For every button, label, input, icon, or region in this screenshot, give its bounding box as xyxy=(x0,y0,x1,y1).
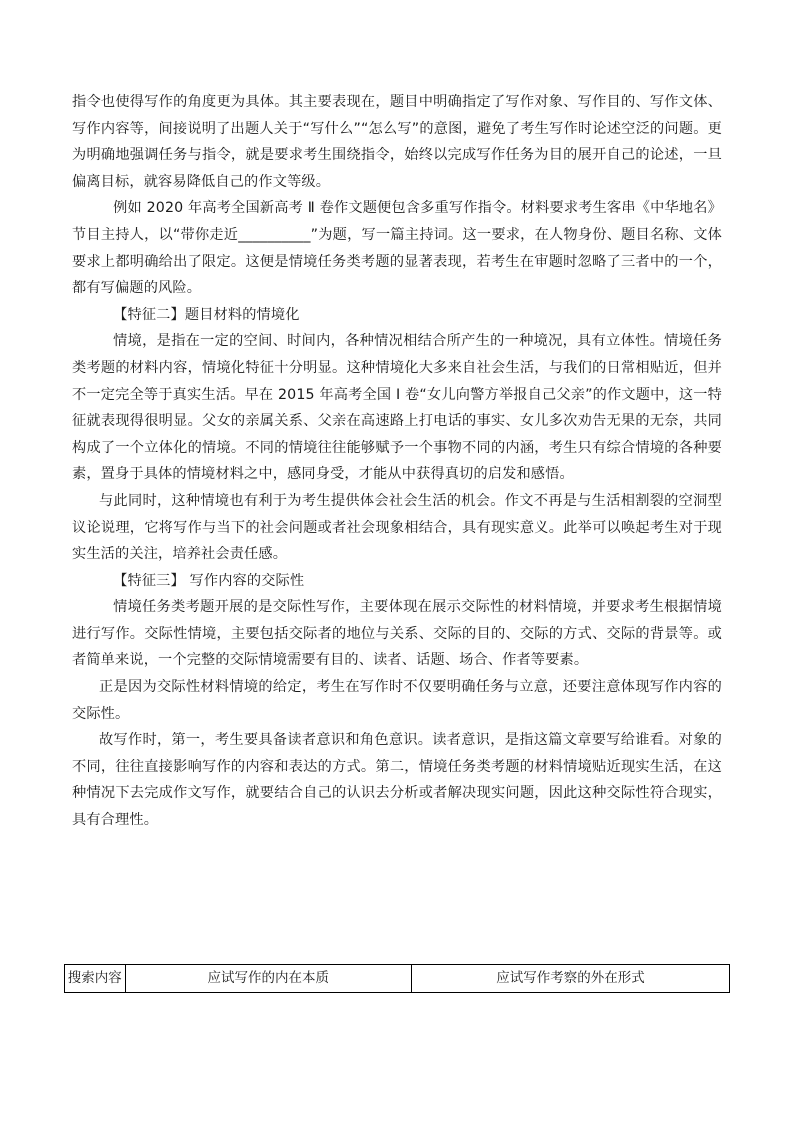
section-heading: 【特征三】 写作内容的交际性 xyxy=(113,572,305,589)
table-header-external: 应试写作考察的外在形式 xyxy=(411,965,729,993)
table-row-label: 搜索内容 xyxy=(65,965,126,993)
paragraph: 正是因为交际性材料情境的给定，考生在写作时不仅要明确任务与立意，还要注意体现写作内容的交际性。 xyxy=(72,679,722,722)
search-table xyxy=(64,964,730,993)
paragraph: 与此同时，这种情境也有利于为考生提供体会社会生活的机会。作文不再是与生活相割裂的空洞型议论说理，它将写作与当下的社会问题或者社会现象相结合，具有现实意义。此举可以唤起考生对于现实生活的关注，培养社会责任感。 xyxy=(72,492,722,563)
paragraph: 情境，是指在一定的空间、时间内，各种情况相结合所产生的一种境况，具有立体性。情境任务类考题的材料内容，情境化特征十分明显。这种情境化大多来自社会生活，与我们的日常相贴近，但并不一定完全等于真实生活。早在 2015 年高考全国 I 卷“女儿向警方举报自己父亲”的作文题中，这一特征就表现得很明显。父女的亲属关系、父亲在高速路上打电话的事实、女儿多次劝告无果的无奈，共同构成了一个立体化的情境。不同的情境往往能够赋予一个事物不同的内涵，考生只有综合情境的各种要素，置身于具体的情境材料之中，感同身受，才能从中获得真切的启发和感悟。 xyxy=(72,333,722,483)
paragraph: 情境任务类考题开展的是交际性写作，主要体现在展示交际性的材料情境，并要求考生根据情境进行写作。交际性情境，主要包括交际者的地位与关系、交际的目的、交际的方式、交际的背景等。或者简单来说，一个完整的交际情境需要有目的、读者、话题、场合、作者等要素。 xyxy=(72,599,722,669)
paragraph: 例如 2020 年高考全国新高考 Ⅱ 卷作文题便包含多重写作指令。材料要求考生客串《中华地名》节目主持人，以“带你走近__________”为题，写一篇主持词。这一要求，在人物身份、题目名称、文体要求上都明确给出了限定。这便是情境任务类考题的显著表现，若考生在审题时忽略了三者中的一个，都有写偏题的风险。 xyxy=(72,200,722,297)
table-header-intrinsic: 应试写作的内在本质 xyxy=(125,965,411,993)
section-heading: 【特征二】题目材料的情境化 xyxy=(113,306,300,323)
paragraph: 指令也使得写作的角度更为具体。其主要表现在，题目中明确指定了写作对象、写作目的、写作文体、写作内容等，间接说明了出题人关于“写什么”“怎么写”的意图，避免了考生写作时论述空泛的问题。更为明确地强调任务与指令，就是要求考生围绕指令，始终以完成写作任务为目的展开自己的论述，一旦偏离目标，就容易降低自己的作文等级。 xyxy=(72,94,722,190)
article-body xyxy=(72,89,722,834)
paragraph: 故写作时，第一，考生要具备读者意识和角色意识。读者意识，是指这篇文章要写给谁看。对象的不同，往往直接影响写作的内容和表达的方式。第二，情境任务类考题的材料情境贴近现实生活，在这种情况下去完成作文写作，就要结合自己的认识去分析或者解决现实问题，因此这种交际性符合现实，具有合理性。 xyxy=(72,732,722,829)
